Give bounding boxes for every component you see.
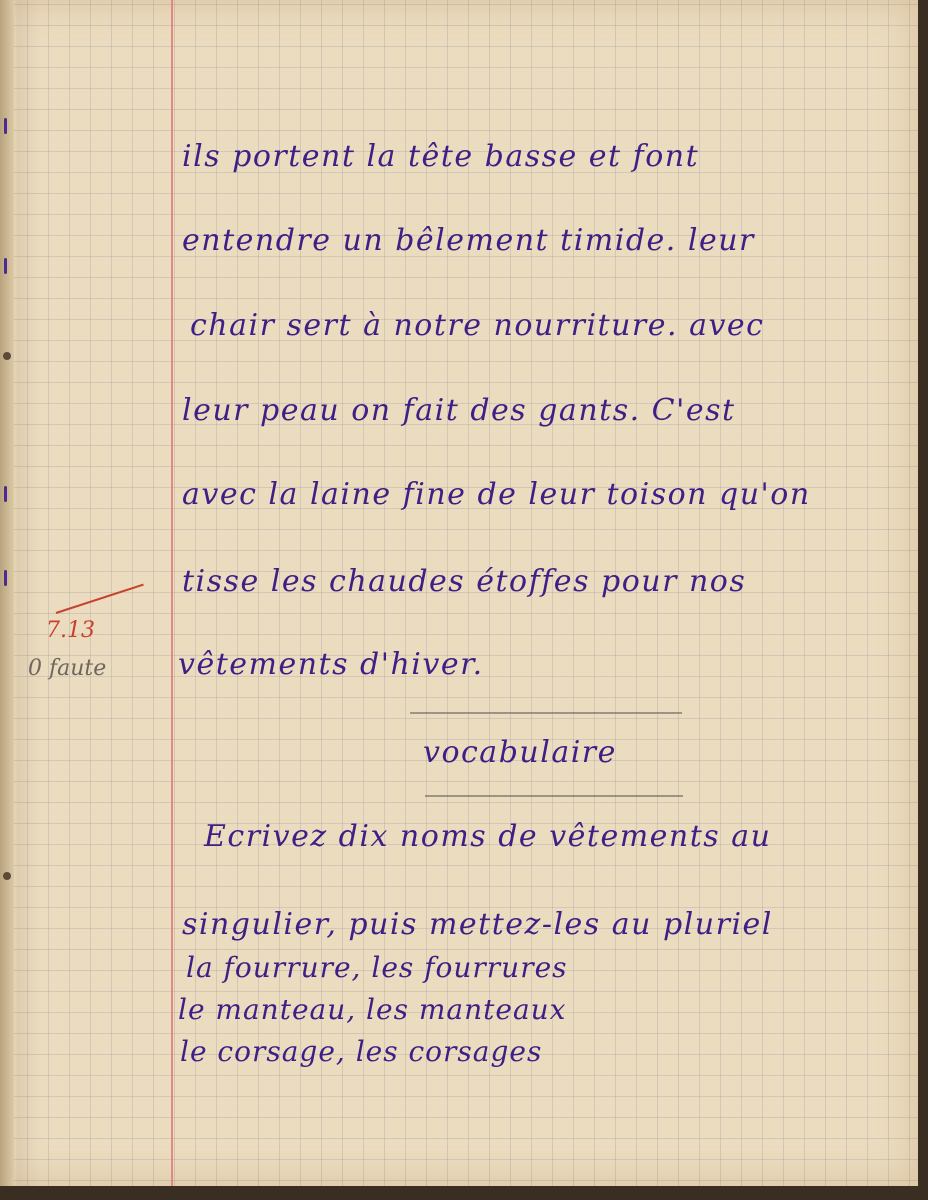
text-line: tisse les chaudes étoffes pour nos (182, 564, 747, 599)
binding-hole (3, 352, 11, 360)
binding-hole (3, 872, 11, 880)
ink-mark (4, 486, 7, 502)
ink-mark (4, 118, 7, 134)
text-line: ils portent la tête basse et font (182, 139, 700, 174)
text-line: leur peau on fait des gants. C'est (182, 393, 736, 428)
text-line: avec la laine fine de leur toison qu'on (182, 477, 811, 512)
ink-mark (4, 570, 7, 586)
vocab-line: la fourrure, les fourrures (186, 951, 568, 984)
instruction-line: Ecrivez dix noms de vêtements au (204, 819, 772, 854)
text-line: entendre un bêlement timide. leur (182, 223, 755, 258)
grade-strike (56, 584, 144, 614)
title-rule-top (410, 712, 682, 714)
vocab-line: le manteau, les manteaux (178, 993, 567, 1026)
vocab-line: le corsage, les corsages (180, 1035, 543, 1068)
instruction-line: singulier, puis mettez-les au pluriel (182, 907, 773, 942)
notebook-binding (0, 0, 14, 1186)
text-line: vêtements d'hiver. (178, 647, 484, 682)
ink-mark (4, 258, 7, 274)
grade-score: 7.13 (46, 618, 95, 643)
section-title: vocabulaire (423, 735, 617, 770)
title-rule-bottom (425, 795, 683, 797)
margin-line (171, 0, 173, 1186)
mistake-count: 0 faute (28, 656, 107, 681)
text-line: chair sert à notre nourriture. avec (190, 308, 765, 343)
